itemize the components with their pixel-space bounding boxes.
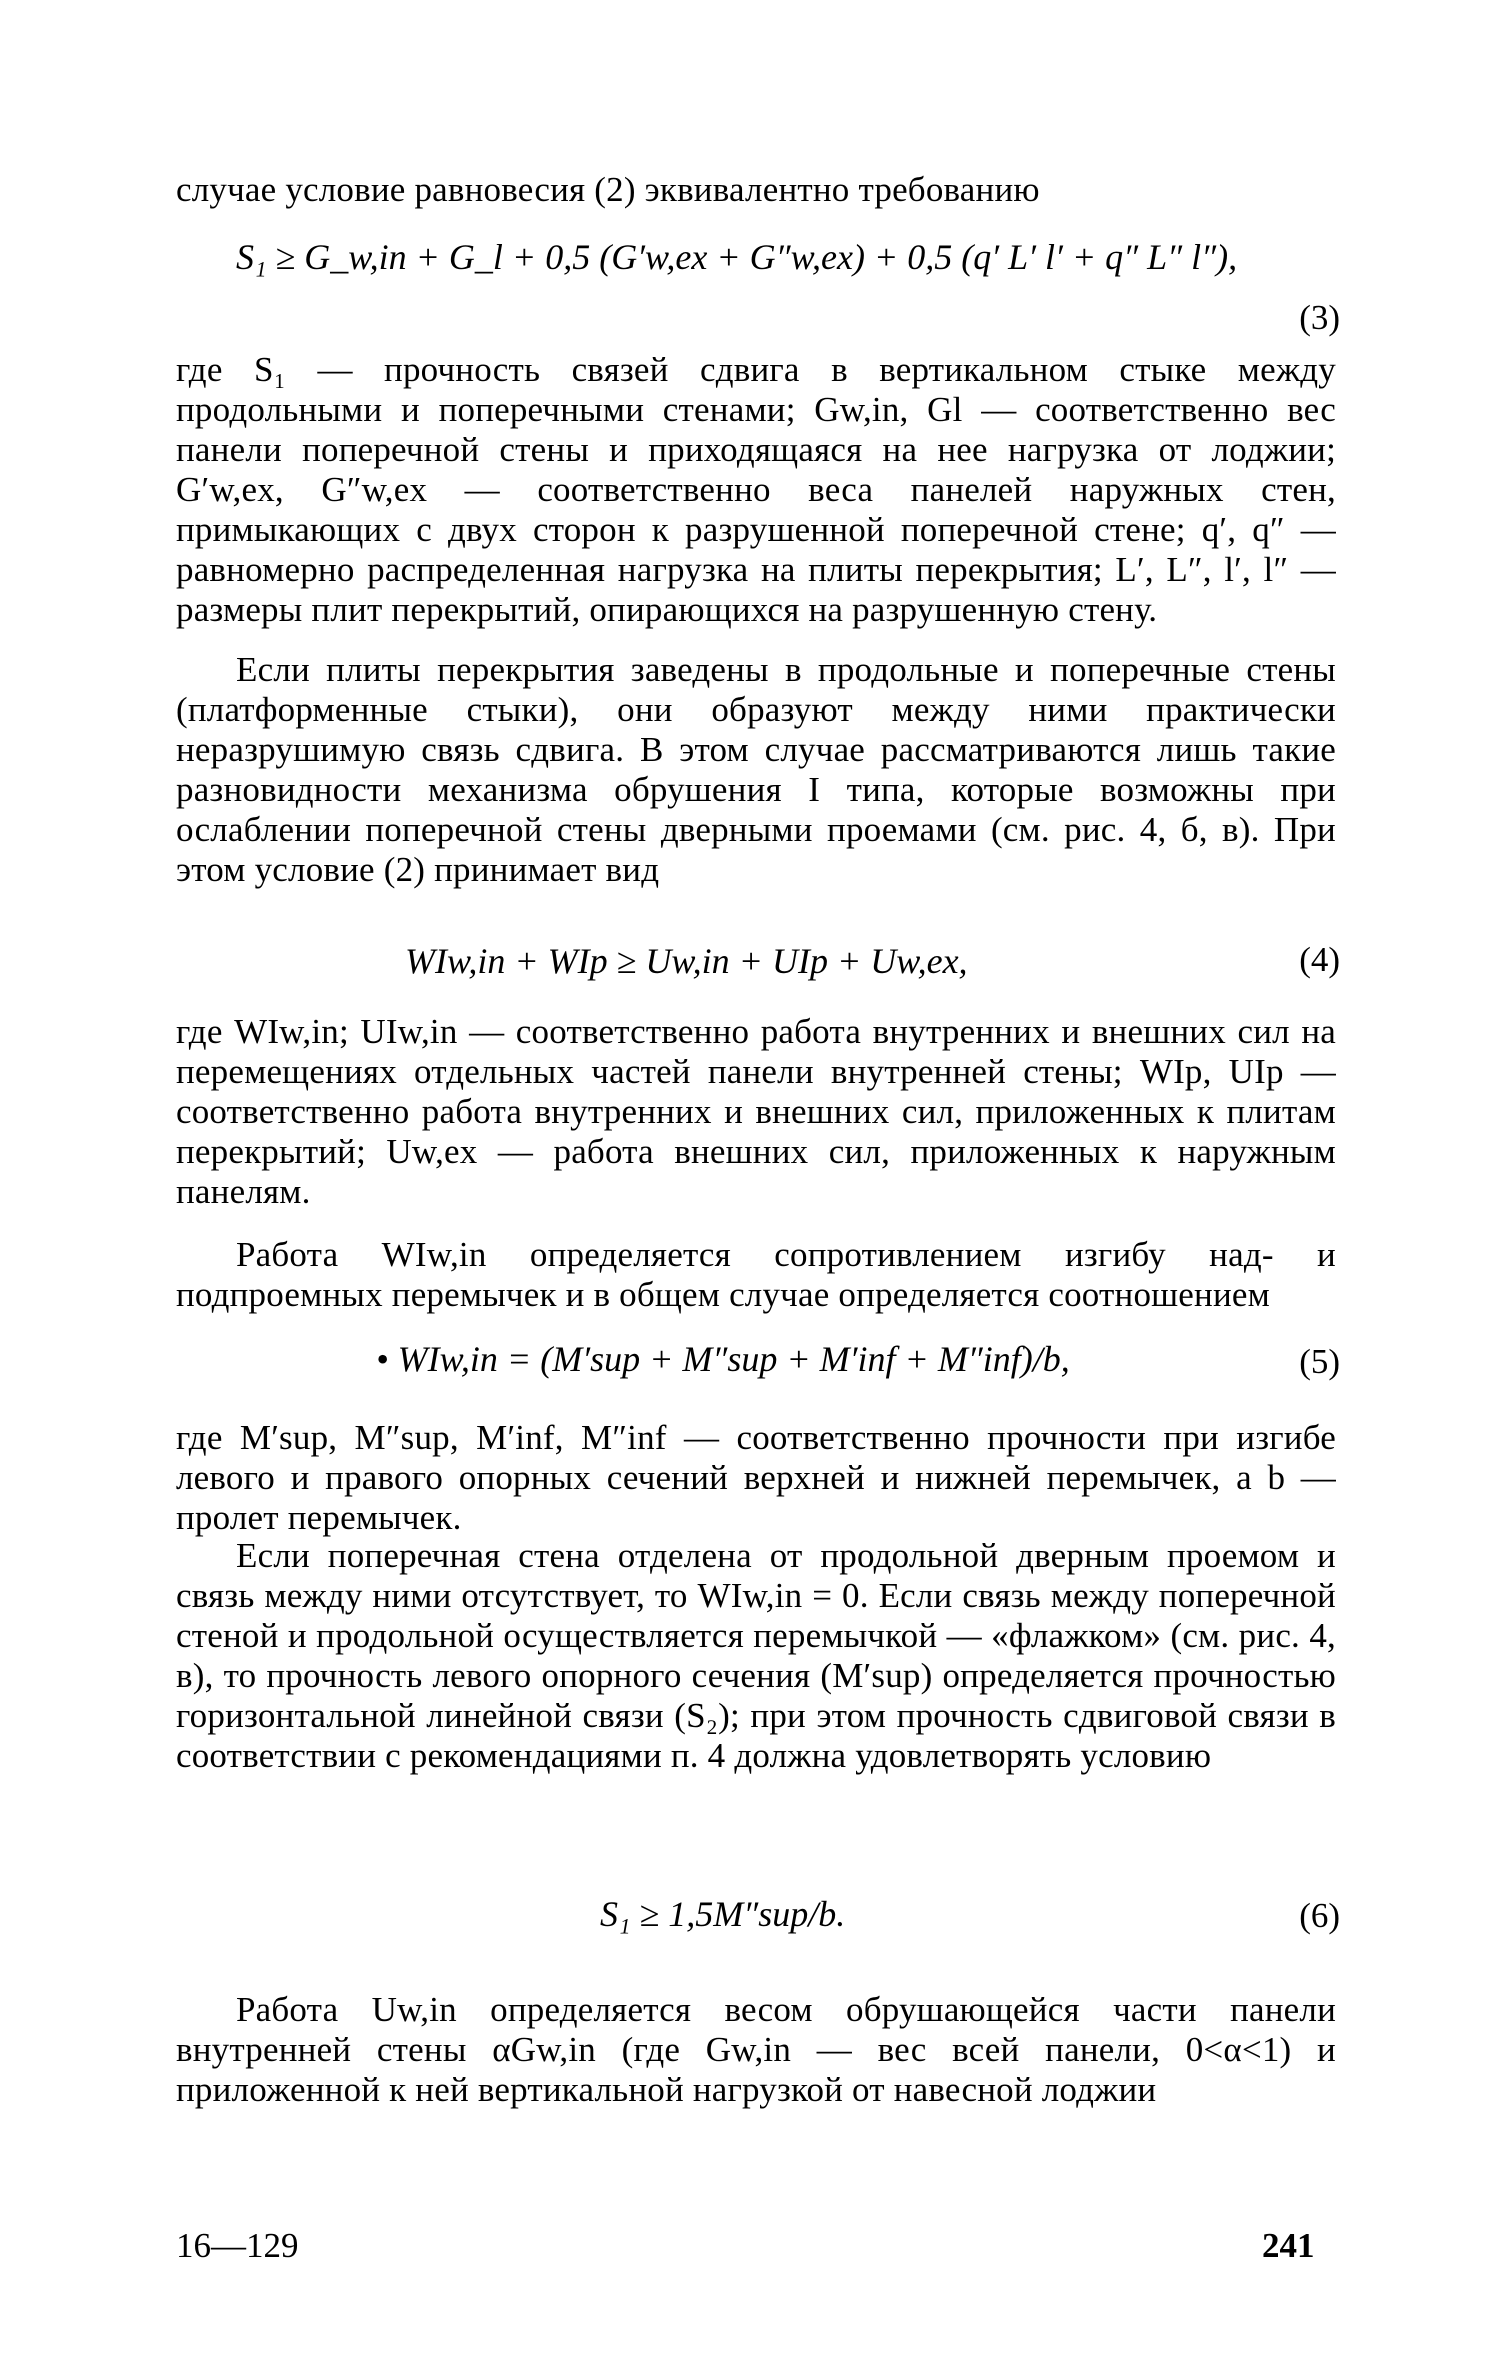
equation-3-text: S₁ ≥ G_w,in + G_l + 0,5 (G′w,ex + G″w,ex) + 0,5 (q′ L′ l′ + q″ L″ l″), bbox=[236, 237, 1238, 277]
equation-3 bbox=[236, 236, 1237, 278]
paragraph-where-4: где WIw,in; UIw,in — соответственно работа внутренних и внешних сил на перемещениях отдельных частей панели внутренней стены; WIp, UIp — соответственно работа внутренних и внешних сил, приложенных к плитам перекрытий; Uw,ex — работа внешних сил, приложенных к наружным панелям. bbox=[176, 1012, 1336, 1211]
equation-6-text: S₁ ≥ 1,5M″sup/b. bbox=[600, 1894, 846, 1934]
equation-6-number: (6) bbox=[1299, 1896, 1340, 1935]
paragraph-where-5: где M′sup, M″sup, M′inf, M″inf — соответственно прочности при изгибе левого и правого опорных сечений верхней и нижней перемычек, а b — пролет перемычек. bbox=[176, 1418, 1336, 1537]
equation-6 bbox=[600, 1893, 845, 1935]
equation-3-number: (3) bbox=[1299, 298, 1340, 337]
equation-5 bbox=[376, 1338, 1070, 1380]
paragraph-last: Работа Uw,in определяется весом обрушающейся части панели внутренней стены αGw,in (где Gw,in — вес всей панели, 0<α<1) и приложенной к ней вертикальной нагрузкой от навесной лоджии bbox=[176, 1990, 1336, 2109]
equation-5-text: • WIw,in = (M′sup + M″sup + M′inf + M″inf)/b, bbox=[376, 1339, 1070, 1379]
page-number: 241 bbox=[1262, 2226, 1315, 2265]
paragraph-work: Работа WIw,in определяется сопротивлением изгибу над- и подпроемных перемычек и в общем случае определяется соотношением bbox=[176, 1235, 1336, 1314]
paragraph-where-3: где S₁ — прочность связей сдвига в вертикальном стыке между продольными и поперечными стенами; Gw,in, Gl — соответственно вес панели поперечной стены и приходящаяся на нее нагрузка от лоджии; G′w,ex, G″w,ex — соответственно веса панелей наружных стен, примыкающих с двух сторон к разрушенной поперечной стене; q′, q″ — равномерно распределенная нагрузка на плиты перекрытия; L′, L″, l′, l″ — размеры плит перекрытий, опирающихся на разрушенную стену. bbox=[176, 350, 1336, 629]
paragraph-platform: Если плиты перекрытия заведены в продольные и поперечные стены (платформенные стыки), они образуют между ними практически неразрушимую связь сдвига. В этом случае рассматриваются лишь такие разновидности механизма обрушения I типа, которые возможны при ослаблении поперечной стены дверными проемами (см. рис. 4, б, в). При этом условие (2) принимает вид bbox=[176, 650, 1336, 889]
equation-4 bbox=[405, 940, 968, 982]
equation-5-number: (5) bbox=[1299, 1342, 1340, 1381]
intro-line: случае условие равновесия (2) эквивалентно требованию bbox=[176, 170, 1040, 209]
equation-4-number: (4) bbox=[1299, 940, 1340, 979]
paragraph-door: Если поперечная стена отделена от продольной дверным проемом и связь между ними отсутствует, то WIw,in = 0. Если связь между поперечной стеной и продольной осуществляется перемычкой — «флажком» (см. рис. 4, в), то прочность левого опорного сечения (M′sup) определяется прочностью горизонтальной линейной связи (S₂); при этом прочность сдвиговой связи в соответствии с рекомендациями п. 4 должна удовлетворять условию bbox=[176, 1536, 1336, 1775]
footer-signature: 16—129 bbox=[176, 2226, 299, 2265]
equation-4-text: WIw,in + WIp ≥ Uw,in + UIp + Uw,ex, bbox=[405, 941, 968, 981]
